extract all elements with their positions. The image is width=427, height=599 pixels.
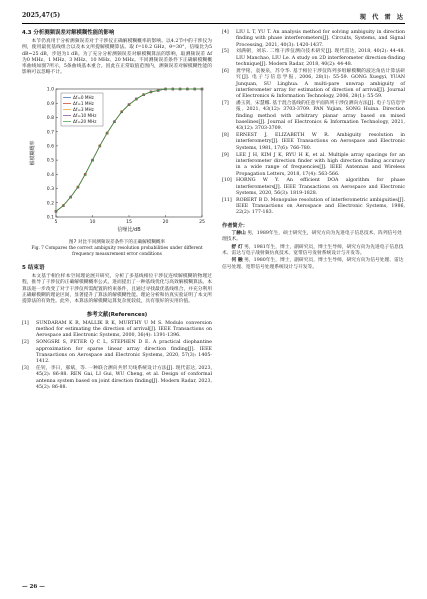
author-bio-list <box>222 231 405 271</box>
reference-item <box>222 198 405 217</box>
x-tick-label: 10 <box>89 219 96 225</box>
author-name: 丁赫山 <box>231 231 246 237</box>
reference-item <box>222 178 405 197</box>
reference-item <box>22 321 212 340</box>
figure-7-caption-zh: 图7 对比不同测频误差条件下的正确解模糊概率 <box>68 239 166 245</box>
legend-label: Δf=3 MHz <box>73 106 94 112</box>
x-tick-label: 25 <box>199 219 205 225</box>
reference-number: [10] <box>222 178 232 184</box>
y-axis-label: 解模糊概率 <box>30 140 36 166</box>
x-tick-label: 5 <box>54 219 58 225</box>
issue-label: 2025,47(5) <box>22 12 61 19</box>
journal-name: 现 代 雷 达 <box>359 14 405 21</box>
reference-number: [8] <box>222 133 229 139</box>
legend-label: Δf=20 MHz <box>73 118 97 124</box>
x-axis-label: 信噪比/dB <box>117 226 141 233</box>
reference-number: [1] <box>22 320 29 326</box>
reference-item <box>22 366 212 391</box>
reference-text: LEE J H, KIM J K, RYU H K, et al. Multiple array spacings for an interferometer direction finder with high direction finding accuracy in a wide range of frequencies[J]. IEEE Antennas and Wireless Propagation Letters, 2018, 17(4): 563-566. <box>236 152 405 177</box>
x-tick-label: 15 <box>126 219 132 225</box>
author-description: 男，1989年生，硕士研究生，研究方向为先进电子信息技术、阵列信号处理技术。 <box>222 231 402 243</box>
reference-number: [7] <box>222 101 229 107</box>
references-list-left <box>22 321 212 391</box>
reference-number: [4] <box>222 30 229 35</box>
section-5-title: 5 结束语 <box>22 264 45 271</box>
reference-number: [6] <box>222 68 229 74</box>
section-4-3-title: 4.3 分析测频误差对解模糊性能的影响 <box>22 30 115 36</box>
legend-label: Δf=1 MHz <box>73 100 94 106</box>
reference-text: 任钊，李日，郝斌，等. 一种联合测向共形天线系统设计方法[J]. 现代雷达, 2023, 45(2): 86-88. REN Gai, LI Gui, WU Cheng, et al. Design of conformal antenna system based on joint direction finding[J]. Modern Radar, 2023, 45(2): 86-88. <box>36 366 212 391</box>
author-description: 男，1980年生，博士，副研究员，博士生导师，研究方向为信号处理、雷达信号处理、宽带信号处理系统设计与开发等。 <box>222 258 404 270</box>
reference-item <box>222 30 405 49</box>
y-tick-label: 0.5 <box>46 158 54 164</box>
author-bio <box>222 231 405 244</box>
reference-text: 龚学铭，袁俊泉，苏令华. 基于相位干涉仪阵列多组解模糊的波达角估计算法研究[J]. 电子与信息学报, 2006, 28(1): 55-59. GONG Xuegyi, YUAN Junquan, SU Linghua. A multi-pare unwrap ambiguity of interferometer array for estimation of direction of arrival[J]. Journal of Electronics & Information Technology, 2006, 28(1): 55-59. <box>236 68 405 100</box>
figure-7-caption <box>22 240 212 258</box>
references-list-right <box>222 30 405 217</box>
reference-item <box>222 69 405 100</box>
y-tick-label: 0.4 <box>46 172 54 178</box>
page-number: — 26 — <box>22 584 45 590</box>
reference-text: SUNDARAM K R, MALLIK R K, MURTHY U M S. Modulo conversion method for estimating the direction of arrival[J]. IEEE Transactions on Aerospace and Electronic Systems, 2000, 36(4): 1391-1396. <box>36 320 212 339</box>
reference-number: [11] <box>222 197 232 203</box>
figure-7 <box>22 81 212 239</box>
author-name: 何 融 <box>231 258 243 264</box>
section-5-paragraph: 本文基于相位样本空间理论展开研究，分析了多基线相位干涉仪连续解模糊的物理过程，推导了干涉仪的正确解模糊概率公式，进而提出了一种基线优化与高效解模糊算法。本算法进一步改变了对于干涉仪所需配置的约束条件，且通过寻找最优基线组合，并充分利用正确解模糊的理论区间，显著提升了算法的解模糊性能。理论分析和仿真实验证明了本文所提算法的有效性。此外，本算法的解模糊运算复杂度较低，具有很好的实用价值。 <box>22 274 213 305</box>
author-description: 男，1981年生，博士，副研究员，博士生导师，研究方向为先进电子信息技术、雷达与电子战射频仿真技术、宽带信号发射系统设计与开发等。 <box>222 244 404 256</box>
reference-text: 刘满朝，刘乐. 二维干涉仪测向技术研究[J]. 现代雷达, 2018, 40(2): 44-48. LIU Manchao, LIU Le. A study on 2D interferometer direction-finding technique[J]. Modern Radar, 2018, 40(2): 44-48. <box>236 49 405 68</box>
y-tick-label: 0.1 <box>46 215 54 221</box>
y-tick-label: 0.7 <box>46 130 54 136</box>
reference-number: [5] <box>222 49 229 55</box>
y-tick-label: 0.3 <box>46 186 54 192</box>
x-tick-label: 20 <box>162 219 169 225</box>
references-title: 参考文献(References) <box>86 311 148 318</box>
y-tick-label: 0.6 <box>46 144 54 150</box>
y-tick-label: 0.8 <box>46 115 54 121</box>
header-rule <box>22 23 405 24</box>
author-name: 舒 灯 <box>231 244 243 250</box>
y-tick-label: 1.0 <box>46 87 54 93</box>
right-column <box>222 30 405 272</box>
reference-item <box>22 340 212 365</box>
reference-text: 潘玉剑，宋慧娜. 基于混合基线的任意平面阵列干涉仪测向方法[J]. 电子与信息学报, 2021, 43(12): 3703-3709. PAN Yujian, SONG Huina. Direction finding method with arbitrary planar array based on mixed baselines[J]. Journal of Electronics & Information Technology, 2021, 43(12): 3703-3709. <box>236 101 405 132</box>
page-header <box>22 12 405 22</box>
y-tick-label: 0.2 <box>46 201 54 207</box>
reference-text: LIU L T, YU T. An analysis method for solving ambiguity in direction finding with phase interferometers[J]. Circuits, Systems, and Signal Processing, 2021, 40(3): 1420-1437. <box>236 30 405 48</box>
reference-number: [2] <box>22 340 29 346</box>
reference-item <box>222 49 405 68</box>
reference-text: SONGSRI S, PETER Q C L, STEPHEN D E. A practical diophantine approximation for sparse linear array direction finding[J]. IEEE Transactions on Aerospace and Electronic Systems, 2020, 57(3): 1405-1412. <box>36 340 212 365</box>
figure-7-chart <box>22 81 212 239</box>
reference-item <box>222 101 405 132</box>
legend-label: Δf=0 MHz <box>73 94 94 100</box>
reference-text: ROBERT B D. Monopulse resolution of interferometric ambiguities[J]. IEEE Transactions on Aerospace and Electronic Systems, 1986, 22(2): 177-183. <box>236 197 405 216</box>
y-tick-label: 0.9 <box>46 101 54 107</box>
reference-text: HORNG W Y. An efficient DOA algorithm for phase interferometers[J]. IEEE Transactions on Aerospace and Electronic Systems, 2020, 56(3): 1819-1828. <box>236 178 405 196</box>
section-4-3-paragraph: 本节仍真用于分析测频误差对于干涉仪正确解模糊概率的影响。以4.2节中的干涉仪为例，使用最优基线组合以及本文所提解模糊算法。取 f=10.2 GHz，θ=30°，信噪比为5 dB~25 dB，步进为1 dB。为了充分分析测频误差对解模糊算法的影响，取测频误差 Δf 为0 MHz、1 MHz、3 MHz、10 MHz、20 MHz。不同测频误差条件下正确解模糊概率曲线如图7所示，5条曲线基本重合。因此在正常取值范围内，测频误差对解模糊性能的影响可以忽略不计。 <box>22 39 212 76</box>
reference-text: ERNEST J, ELIZABETH W R. Ambiguity resolution in interferometry[J]. IEEE Transactions on Aerospace and Electronic Systems, 1981, 17(6): 766-780. <box>236 133 405 151</box>
reference-item <box>222 153 405 178</box>
author-bio <box>222 258 405 271</box>
author-bio-title: 作者简介： <box>222 222 248 229</box>
reference-item <box>222 133 405 152</box>
reference-number: [3] <box>22 366 29 372</box>
figure-7-caption-en: Fig. 7 Compares the correct ambiguity resolution probabilities under different frequency measurement error conditions <box>31 245 203 257</box>
left-column <box>22 30 212 392</box>
reference-number: [9] <box>222 152 229 158</box>
author-bio <box>222 245 405 258</box>
legend-label: Δf=10 MHz <box>73 112 97 118</box>
